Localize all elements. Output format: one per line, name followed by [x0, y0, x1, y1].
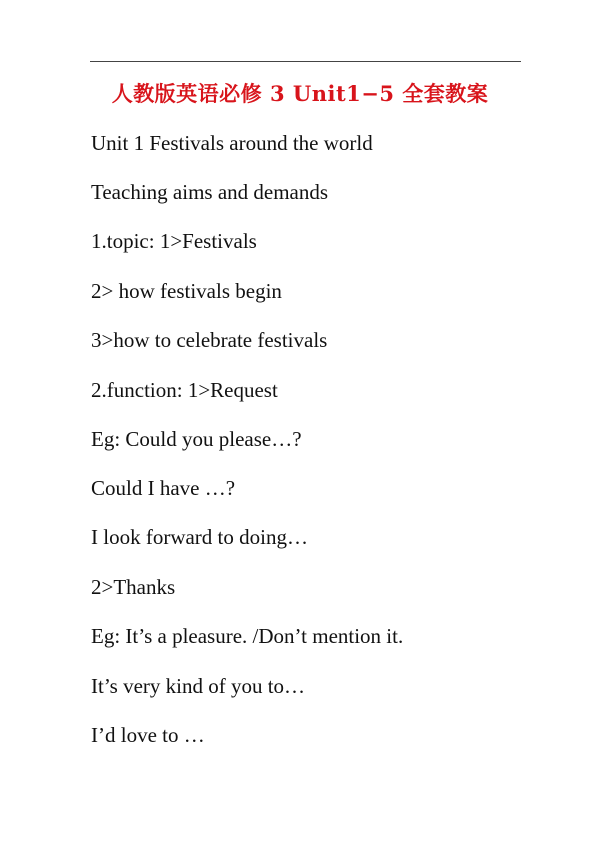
body-line: 1.topic: 1>Festivals	[91, 229, 257, 253]
body-line: It’s very kind of you to…	[91, 674, 306, 698]
body-line-unit-heading: Unit 1 Festivals around the world	[91, 131, 373, 155]
header-rule	[90, 61, 521, 62]
body-line-aims-heading: Teaching aims and demands	[91, 180, 329, 204]
body-line: 2> how festivals begin	[91, 279, 282, 303]
body-line: 3>how to celebrate festivals	[91, 328, 328, 352]
body-line: Could I have …?	[91, 476, 236, 500]
body-line: Eg: It’s a pleasure. /Don’t mention it.	[91, 624, 404, 648]
body-line: Eg: Could you please…?	[91, 427, 302, 451]
body-line: I’d love to …	[91, 723, 205, 747]
body-line: I look forward to doing…	[91, 525, 308, 549]
body-line: 2>Thanks	[91, 575, 176, 599]
document-title: 人教版英语必修 3 Unit1−5 全套教案	[111, 81, 489, 106]
body-line: 2.function: 1>Request	[91, 378, 278, 402]
